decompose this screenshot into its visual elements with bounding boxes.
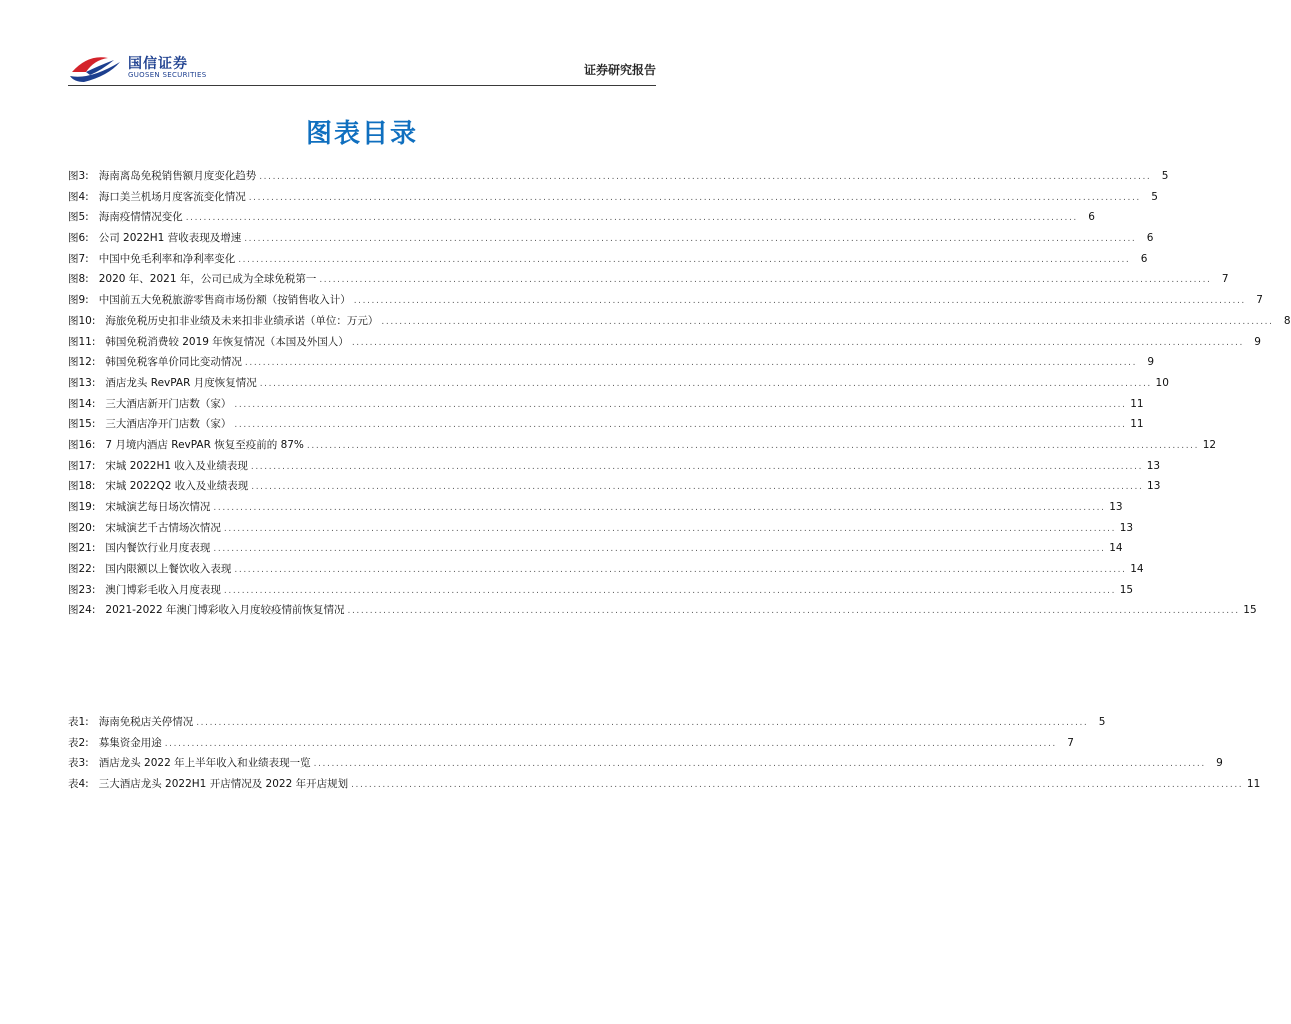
figure-page-number: 6 <box>1088 211 1095 224</box>
figure-page-number: 13 <box>1146 459 1161 472</box>
figure-label: 图9: <box>68 294 89 307</box>
figure-page-number: 13 <box>1147 480 1161 493</box>
table-title: 海南免税店关停情况 <box>98 716 194 728</box>
figure-page-number: 15 <box>1243 604 1257 617</box>
dot-leader: ........................................................................................................................................................................................................ <box>351 780 1244 791</box>
figure-label: 图8: <box>68 273 89 286</box>
dot-leader: ........................................................................................................................................................................................................ <box>306 440 1200 451</box>
figure-title: 2021-2022 年澳门博彩收入月度较疫情前恢复情况 <box>105 604 345 617</box>
figure-title: 国内限额以上餐饮收入表现 <box>105 563 232 576</box>
dot-leader: ........................................................................................................................................................................................................ <box>251 482 1144 493</box>
figure-label: 图15: <box>68 418 96 431</box>
table-page-number: 7 <box>1067 736 1074 749</box>
figure-entry[interactable] <box>68 292 1263 313</box>
dot-leader: ........................................................................................................................................................................................................ <box>248 192 1141 203</box>
dot-leader: ........................................................................................................................................................................................................ <box>381 316 1274 327</box>
figure-entry[interactable] <box>68 540 1123 561</box>
figure-page-number: 6 <box>1146 232 1154 245</box>
figure-label: 图20: <box>68 521 96 534</box>
figure-entry[interactable] <box>68 416 1144 437</box>
figure-title: 澳门博彩毛收入月度表现 <box>105 583 221 596</box>
figure-entry[interactable] <box>68 458 1161 479</box>
table-label: 表4: <box>68 778 89 791</box>
table-label: 表2: <box>68 736 89 749</box>
figure-title: 2020 年、2021 年，公司已成为全球免税第一 <box>98 273 317 286</box>
figure-title: 宋城 2022H1 收入及业绩表现 <box>105 459 248 472</box>
table-title: 募集资金用途 <box>98 736 162 749</box>
figure-page-number: 13 <box>1109 501 1123 513</box>
figure-label: 图19: <box>68 501 96 513</box>
figure-title: 国内餐饮行业月度表现 <box>105 542 211 555</box>
figure-label: 图11: <box>68 335 96 348</box>
figure-entry[interactable] <box>68 271 1229 292</box>
figure-entry[interactable] <box>68 582 1134 603</box>
figure-page-number: 15 <box>1119 583 1134 596</box>
figure-title: 海南疫情情况变化 <box>98 211 183 224</box>
dot-leader: ........................................................................................................................................................................................................ <box>319 275 1212 286</box>
page-title: 图表目录 <box>305 119 418 149</box>
dot-leader: ........................................................................................................................................................................................................ <box>223 585 1117 596</box>
dot-leader: ........................................................................................................................................................................................................ <box>347 606 1240 617</box>
figure-label: 图3: <box>68 170 89 182</box>
dot-leader: ........................................................................................................................................................................................................ <box>353 296 1246 307</box>
figure-label: 图12: <box>68 356 96 369</box>
figure-page-number: 5 <box>1161 170 1169 182</box>
figure-entry[interactable] <box>68 375 1169 396</box>
table-page-number: 5 <box>1098 716 1106 728</box>
figure-label: 图5: <box>68 211 89 224</box>
figure-title: 三大酒店新开门店数（家） <box>105 397 232 410</box>
figure-page-number: 11 <box>1130 418 1144 431</box>
dot-leader: ........................................................................................................................................................................................................ <box>234 565 1127 576</box>
figure-entry[interactable] <box>68 602 1257 623</box>
figure-entry[interactable] <box>68 230 1154 251</box>
dot-leader: ........................................................................................................................................................................................................ <box>244 234 1137 245</box>
figure-title: 海口美兰机场月度客流变化情况 <box>98 190 246 203</box>
figure-page-number: 9 <box>1254 335 1261 348</box>
figure-entry[interactable] <box>68 251 1148 272</box>
dot-leader: ........................................................................................................................................................................................................ <box>259 172 1152 182</box>
figure-entry[interactable] <box>68 354 1155 375</box>
figure-page-number: 10 <box>1155 376 1169 389</box>
figure-entry[interactable] <box>68 437 1217 458</box>
dot-leader: ........................................................................................................................................................................................................ <box>223 523 1117 534</box>
page-header <box>68 50 656 84</box>
figure-label: 图23: <box>68 583 96 596</box>
table-label: 表1: <box>68 716 89 728</box>
dot-leader: ........................................................................................................................................................................................................ <box>234 420 1127 431</box>
dot-leader: ........................................................................................................................................................................................................ <box>238 254 1131 265</box>
figure-label: 图18: <box>68 480 96 493</box>
figure-entry[interactable] <box>68 168 1169 189</box>
table-page-number: 11 <box>1246 778 1261 791</box>
figure-title: 7 月境内酒店 RevPAR 恢复至疫前的 87% <box>105 438 304 451</box>
figure-title: 海南离岛免税销售额月度变化趋势 <box>98 170 257 182</box>
figure-entry[interactable] <box>68 478 1161 499</box>
figure-label: 图4: <box>68 190 89 203</box>
figure-label: 图21: <box>68 542 96 555</box>
table-entry[interactable] <box>68 755 1223 776</box>
table-entry[interactable] <box>68 735 1074 756</box>
figure-entry[interactable] <box>68 334 1261 355</box>
header-divider <box>68 85 656 86</box>
figure-entry[interactable] <box>68 499 1123 520</box>
figure-page-number: 13 <box>1119 521 1134 534</box>
dot-leader: ........................................................................................................................................................................................................ <box>196 718 1089 728</box>
figure-title: 海旅免税历史扣非业绩及未来扣非业绩承诺（单位：万元） <box>105 314 379 327</box>
figure-title: 韩国免税消费较 2019 年恢复情况（本国及外国人） <box>105 335 349 348</box>
figure-label: 图16: <box>68 438 96 451</box>
figure-page-number: 14 <box>1130 563 1144 576</box>
figure-entry[interactable] <box>68 313 1291 334</box>
figure-entry[interactable] <box>68 520 1134 541</box>
table-page-number: 9 <box>1216 757 1223 770</box>
figure-label: 图13: <box>68 376 96 389</box>
dot-leader: ........................................................................................................................................................................................................ <box>234 399 1127 410</box>
guosen-logo-icon <box>68 50 126 84</box>
dot-leader: ........................................................................................................................................................................................................ <box>351 337 1244 348</box>
table-list <box>68 714 1261 797</box>
dot-leader: ........................................................................................................................................................................................................ <box>250 461 1144 472</box>
table-entry[interactable] <box>68 714 1106 735</box>
dot-leader: ........................................................................................................................................................................................................ <box>213 544 1106 555</box>
dot-leader: ........................................................................................................................................................................................................ <box>313 759 1206 770</box>
figure-entry[interactable] <box>68 561 1144 582</box>
dot-leader: ........................................................................................................................................................................................................ <box>185 213 1078 224</box>
dot-leader: ........................................................................................................................................................................................................ <box>244 358 1138 369</box>
figure-entry[interactable] <box>68 396 1144 417</box>
figure-label: 图14: <box>68 397 96 410</box>
figure-title: 公司 2022H1 营收表现及增速 <box>98 232 242 245</box>
dot-leader: ........................................................................................................................................................................................................ <box>213 503 1106 513</box>
figure-label: 图24: <box>68 604 96 617</box>
figure-label: 图7: <box>68 252 89 265</box>
figure-page-number: 7 <box>1256 294 1263 307</box>
figure-title: 中国前五大免税旅游零售商市场份额（按销售收入计） <box>98 294 351 307</box>
figure-page-number: 14 <box>1109 542 1123 555</box>
figure-page-number: 7 <box>1221 273 1229 286</box>
figure-page-number: 8 <box>1283 314 1291 327</box>
figure-entry[interactable] <box>68 209 1095 230</box>
figure-page-number: 5 <box>1151 190 1158 203</box>
figure-title: 三大酒店净开门店数（家） <box>105 418 232 431</box>
figure-title: 酒店龙头 RevPAR 月度恢复情况 <box>105 376 257 389</box>
figure-title: 宋城演艺每日场次情况 <box>105 501 211 513</box>
figure-page-number: 9 <box>1147 356 1155 369</box>
dot-leader: ........................................................................................................................................................................................................ <box>164 738 1057 749</box>
figure-label: 图6: <box>68 232 89 245</box>
figure-title: 宋城 2022Q2 收入及业绩表现 <box>105 480 249 493</box>
figure-list <box>68 168 1291 623</box>
report-type-label: 证券研究报告 <box>583 63 656 77</box>
figure-label: 图10: <box>68 314 96 327</box>
table-label: 表3: <box>68 757 89 770</box>
figure-page-number: 11 <box>1130 397 1144 410</box>
figure-label: 图22: <box>68 563 96 576</box>
logo-text-cn: 国信证券 <box>128 56 188 72</box>
figure-title: 中国中免毛利率和净利率变化 <box>98 252 236 265</box>
logo-text-en: GUOSEN SECURITIES <box>128 71 207 79</box>
table-title: 三大酒店龙头 2022H1 开店情况及 2022 年开店规划 <box>98 778 349 791</box>
table-entry[interactable] <box>68 776 1261 797</box>
figure-title: 宋城演艺千古情场次情况 <box>105 521 221 534</box>
dot-leader: ........................................................................................................................................................................................................ <box>259 378 1152 389</box>
table-title: 酒店龙头 2022 年上半年收入和业绩表现一览 <box>98 757 311 770</box>
figure-page-number: 12 <box>1202 438 1217 451</box>
figure-title: 韩国免税客单价同比变动情况 <box>105 356 242 369</box>
figure-label: 图17: <box>68 459 96 472</box>
figure-page-number: 6 <box>1140 252 1148 265</box>
figure-entry[interactable] <box>68 189 1158 210</box>
